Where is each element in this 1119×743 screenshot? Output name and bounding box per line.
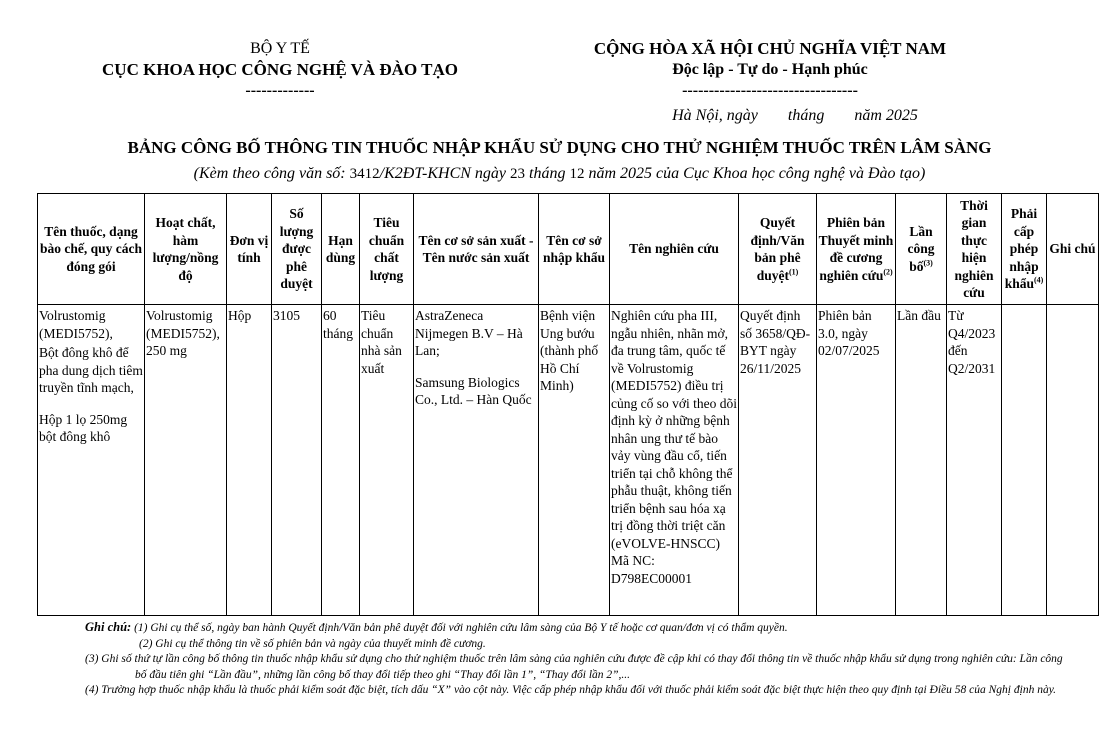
cell-notes <box>1047 305 1099 616</box>
footnote-ref-4: (4) <box>1033 275 1044 285</box>
cell-product <box>38 305 145 616</box>
subtitle-part3: tháng <box>529 165 566 182</box>
motto: Độc lập - Tự do - Hạnh phúc <box>672 61 868 78</box>
document-subtitle <box>0 165 1119 183</box>
cell-unit: Hộp <box>227 305 272 616</box>
cell-quality-standard: Tiêu chuẩn nhà sản xuất <box>360 305 414 616</box>
left-divider: ------------- <box>245 82 315 99</box>
cell-active: Volrustomig (MEDI5752), 250 mg <box>145 305 227 616</box>
table-row <box>38 305 1099 616</box>
header-quality-standard: Tiêu chuẩn chất lượng <box>360 194 414 305</box>
footnote-4: (4) Trường hợp thuốc nhập khẩu là thuốc phải kiểm soát đặc biệt, tích dấu “X” vào cột này. Việc cấp phép nhập khẩu đối với thuốc phải kiểm soát đặc biệt thực hiện theo quy định tại Điều 58 của Nghị định này. <box>85 684 1057 696</box>
header-protocol <box>817 194 896 305</box>
header-duration: Thời gian thực hiện nghiên cứu <box>947 194 1002 305</box>
document-month: 12 <box>569 166 585 182</box>
manufacturer-2: Samsung Biologics Co., Ltd. – Hàn Quốc <box>415 374 532 407</box>
footnote-ref-3: (3) <box>923 258 933 268</box>
header-shelf-life: Hạn dùng <box>322 194 360 305</box>
date-month-word: tháng <box>787 107 825 124</box>
manufacturer-1: AstraZeneca Nijmegen B.V – Hà Lan; <box>415 308 523 358</box>
drug-info-table <box>37 193 1099 616</box>
cell-decision: Quyết định số 3658/QĐ-BYT ngày 26/11/2025 <box>739 305 817 616</box>
study-code: Mã NC: D798EC00001 <box>611 553 692 586</box>
footnote-1-text: (1) Ghi cụ thể số, ngày ban hành Quyết định/Văn bản phê duyệt đối với nghiên cứu lâm sàng của Bộ Y tế hoặc cơ quan/đơn vị có thẩm quyền. <box>134 622 788 634</box>
header-manufacturer: Tên cơ sở sản xuất - Tên nước sản xuất <box>414 194 539 305</box>
footnote-2: (2) Ghi cụ thể thông tin về số phiên bản và ngày của thuyết minh đề cương. <box>139 637 486 650</box>
product-name: Volrustomig (MEDI5752), <box>39 308 113 341</box>
date-year: năm 2025 <box>854 107 918 124</box>
country-name: CỘNG HÒA XÃ HỘI CHỦ NGHĨA VIỆT NAM <box>593 39 947 58</box>
footnote-3: (3) Ghi số thứ tự lần công bố thông tin thuốc nhập khẩu sử dụng cho thử nghiệm thuốc trên lâm sàng của nghiên cứu được đề cập khi có thay đổi thông tin về thuốc nhập khẩu sử dụng trong nghiên cứu: Lần công bố đầu tiên ghi “Lần đầu”, những lần công bố thay đổi tiếp theo ghi “Thay đổi lần 1”, “Thay đổi lần 2”,... <box>85 653 1063 681</box>
document-title: BẢNG CÔNG BỐ THÔNG TIN THUỐC NHẬP KHẨU SỬ DỤNG CHO THỬ NGHIỆM THUỐC TRÊN LÂM SÀNG <box>127 138 992 157</box>
header-active: Hoạt chất, hàm lượng/nồng độ <box>145 194 227 305</box>
header-notes: Ghi chú <box>1047 194 1099 305</box>
cell-shelf-life: 60 tháng <box>322 305 360 616</box>
subtitle-part4: năm 2025 của Cục Khoa học công nghệ và Đào tạo) <box>588 165 926 182</box>
header-license-label: Phải cấp phép nhập khẩu <box>1004 206 1039 292</box>
header-protocol-label: Phiên bản Thuyết minh đề cương nghiên cứu <box>818 215 894 283</box>
header-quantity: Số lượng được phê duyệt <box>272 194 322 305</box>
cell-announcement: Lần đầu <box>896 305 947 616</box>
document-day: 23 <box>510 166 526 182</box>
header-announcement <box>896 194 947 305</box>
product-pack: Hộp 1 lọ 250mg bột đông khô <box>39 411 128 444</box>
header-license <box>1002 194 1047 305</box>
date-line <box>560 105 980 126</box>
footnote-1 <box>85 620 1075 637</box>
header-study-name: Tên nghiên cứu <box>610 194 739 305</box>
footnote-ref-2: (2) <box>883 267 893 276</box>
issuer-block <box>60 38 500 101</box>
national-heading <box>560 38 980 126</box>
study-title: Nghiên cứu pha III, ngẫu nhiên, nhãn mở, đa trung tâm, quốc tế về Volrustomig (MEDI5752) điều trị củng cố so với theo dõi định kỳ ở những bệnh nhân ung thư tế bào vảy vùng đầu cổ, tiến triển tại chỗ không thể phẫu thuật, không tiến triển bệnh sau hóa xạ trị đồng thời triệt căn (eVOLVE-HNSCC) <box>611 308 737 551</box>
table-header-row <box>38 194 1099 305</box>
subtitle-prefix: (Kèm theo công văn số: <box>193 165 346 182</box>
footnotes <box>85 620 1075 699</box>
footnote-ref-1: (1) <box>788 267 799 276</box>
notes-label: Ghi chú: <box>85 620 132 634</box>
header-decision <box>739 194 817 305</box>
ministry-name: BỘ Y TẾ <box>250 40 310 57</box>
cell-license <box>1002 305 1047 616</box>
cell-importer: Bệnh viện Ung bướu (thành phố Hồ Chí Minh) <box>539 305 610 616</box>
cell-protocol: Phiên bản 3.0, ngày 02/07/2025 <box>817 305 896 616</box>
cell-duration: Từ Q4/2023 đến Q2/2031 <box>947 305 1002 616</box>
header-decision-label: Quyết định/Văn bản phê duyệt <box>750 215 805 283</box>
right-divider: --------------------------------- <box>682 82 858 99</box>
subtitle-part2: /K2ĐT-KHCN ngày <box>379 165 507 182</box>
header-product: Tên thuốc, dạng bào chế, quy cách đóng gói <box>38 194 145 305</box>
date-place: Hà Nội, ngày <box>672 107 758 124</box>
document-number: 3412 <box>349 166 380 182</box>
cell-manufacturer <box>414 305 539 616</box>
header-unit: Đơn vị tính <box>227 194 272 305</box>
header-announcement-label: Lần công bố <box>907 223 935 274</box>
cell-study-name <box>610 305 739 616</box>
cell-quantity: 3105 <box>272 305 322 616</box>
header-importer: Tên cơ sở nhập khẩu <box>539 194 610 305</box>
product-form: Bột đông khô để pha dung dịch tiêm truyền tĩnh mạch, <box>39 345 143 395</box>
department-name: CỤC KHOA HỌC CÔNG NGHỆ VÀ ĐÀO TẠO <box>102 60 458 79</box>
